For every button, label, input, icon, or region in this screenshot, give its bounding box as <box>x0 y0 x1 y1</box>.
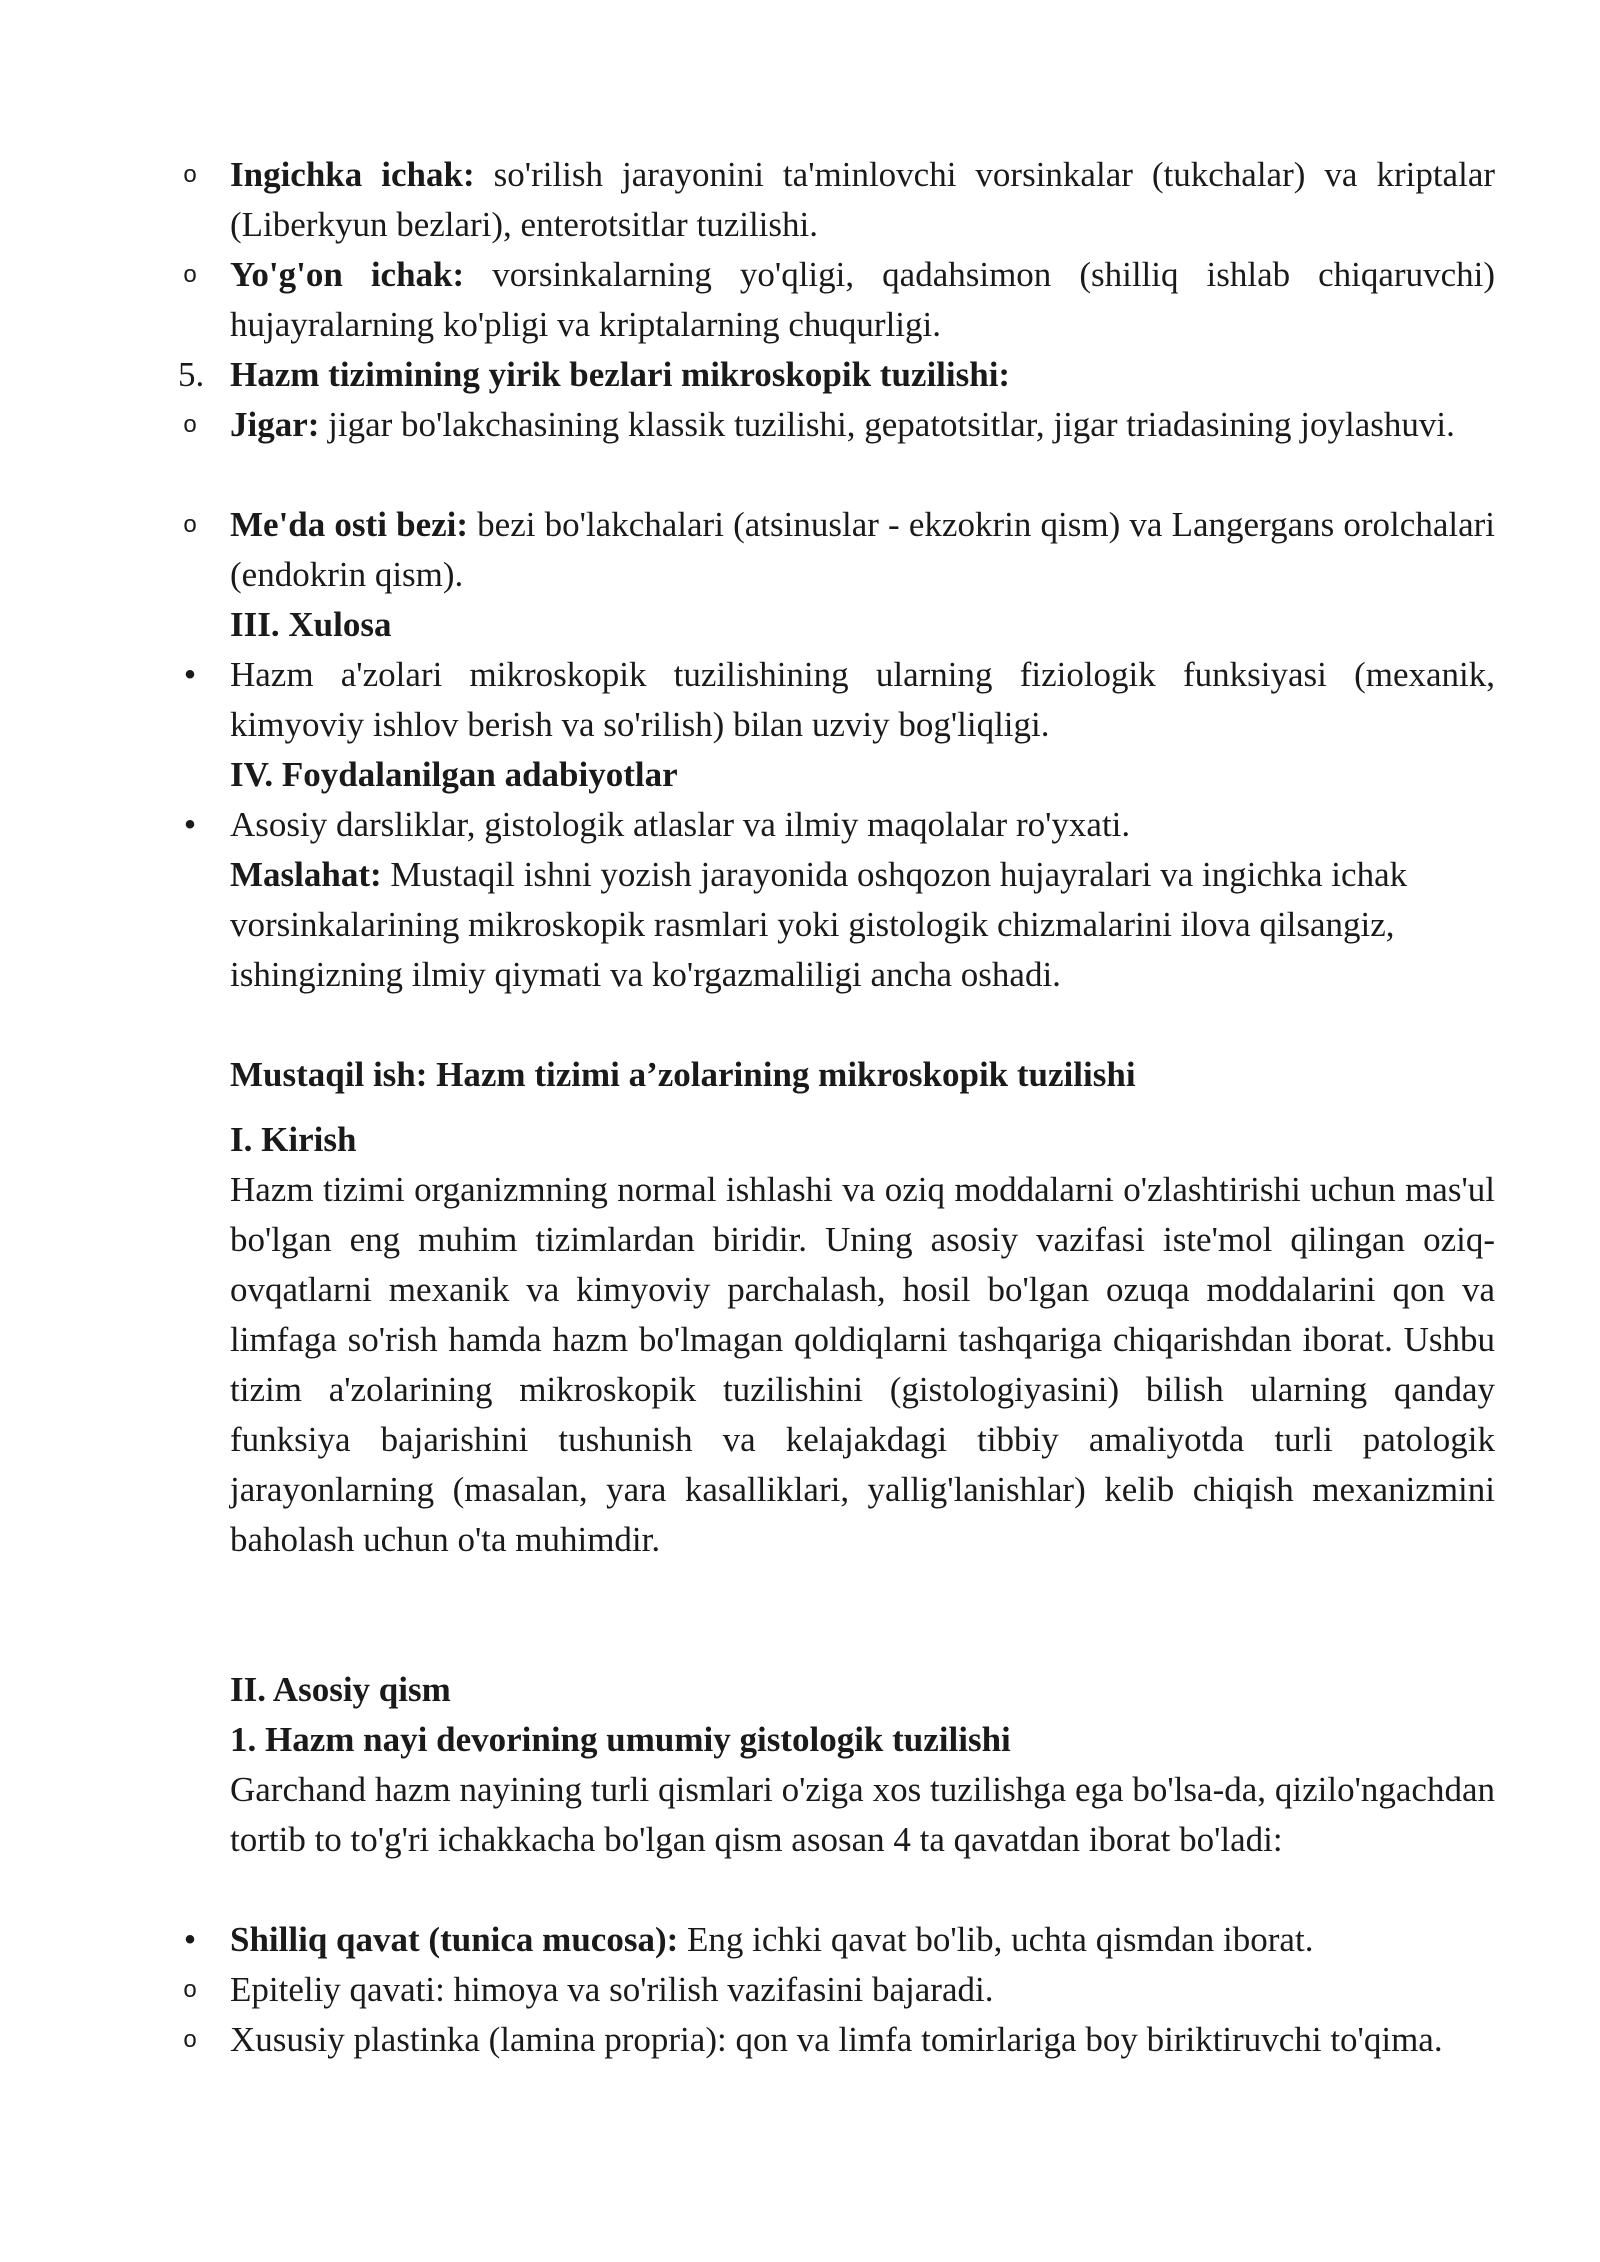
item-term: Jigar: <box>230 405 320 444</box>
item-term: Shilliq qavat (tunica mucosa): <box>230 1920 679 1959</box>
advice-text: Mustaqil ishni yozish jarayonida oshqozon hujayralari va ingichka ichak vorsinkalarining mikroskopik rasmlari yoki gistologik chizmalarini ilova qilsangiz, ishingizning ilmiy qiymati va ko'rgazmaliligi ancha oshadi. <box>230 855 1408 994</box>
main-heading: II. Asosiy qism <box>230 1670 451 1709</box>
sub-bullet-marker: o <box>183 2026 197 2053</box>
item-text: so'rilish jarayonini ta'minlovchi vorsinkalar (tukchalar) va kriptalar (Liberkyun bezlari), enterotsitlar tuzilishi. <box>230 155 1496 244</box>
list-item-epiteliy <box>230 1965 1495 2015</box>
list-item-yogon-ichak <box>230 250 1495 350</box>
intro-heading: I. Kirish <box>230 1120 357 1159</box>
sub-bullet-marker: o <box>183 161 197 188</box>
item-term: Ingichka ichak: <box>230 155 475 194</box>
advice-label: Maslahat: <box>230 855 382 894</box>
item-text: jigar bo'lakchasining klassik tuzilishi, gepatotsitlar, jigar triadasining joylashuvi. <box>319 405 1455 444</box>
item-text: Eng ichki qavat bo'lib, uchta qismdan iborat. <box>678 1920 1314 1959</box>
section-heading-xulosa: III. Xulosa <box>230 605 392 644</box>
item-text: Asosiy darsliklar, gistologik atlaslar va ilmiy maqolalar ro'yxati. <box>230 805 1131 844</box>
item-text: Epiteliy qavati: himoya va so'rilish vazifasini bajaradi. <box>230 1970 994 2009</box>
bullet-marker: • <box>184 808 196 841</box>
document-title: Mustaqil ish: Hazm tizimi a’zolarining mikroskopik tuzilishi <box>230 1055 1136 1094</box>
item-term: Hazm tizimining yirik bezlari mikroskopik tuzilishi: <box>230 355 1011 394</box>
sub-bullet-marker: o <box>183 1976 197 2003</box>
section1-paragraph: Garchand hazm nayining turli qismlari o'ziga xos tuzilishga ega bo'lsa-da, qizilo'ngachdan tortib to to'g'ri ichakkacha bo'lgan qism asosan 4 ta qavatdan iborat bo'ladi: <box>230 1770 1495 1859</box>
list-item-adabiyotlar <box>230 800 1495 850</box>
sub-bullet-marker: o <box>183 511 197 538</box>
list-item-meda-osti-bezi <box>230 500 1495 600</box>
bullet-marker: • <box>184 1923 196 1956</box>
sub-bullet-marker: o <box>183 411 197 438</box>
item-text: bezi bo'lakchalari (atsinuslar - ekzokrin qism) va Langergans orolchalari (endokrin qism). <box>230 505 1495 594</box>
section-heading-adabiyotlar: IV. Foydalanilgan adabiyotlar <box>230 755 678 794</box>
section1-heading: 1. Hazm nayi devorining umumiy gistologik tuzilishi <box>230 1720 1011 1759</box>
sub-bullet-marker: o <box>183 261 197 288</box>
item-term: Yo'g'on ichak: <box>230 255 465 294</box>
list-item-lamina-propria <box>230 2015 1495 2065</box>
item-text: Hazm a'zolari mikroskopik tuzilishining ularning fiziologik funksiyasi (mexanik, kimyoviy ishlov berish va so'rilish) bilan uzviy bog'liqligi. <box>230 655 1495 744</box>
list-number: 5. <box>178 355 205 394</box>
item-term: Me'da osti bezi: <box>230 505 469 544</box>
intro-paragraph: Hazm tizimi organizmning normal ishlashi va oziq moddalarni o'zlashtirishi uchun mas'ul bo'lgan eng muhim tizimlardan biridir. Uning asosiy vazifasi iste'mol qilingan oziq-ovqatlarni mexanik va kimyoviy parchalash, hosil bo'lgan ozuqa moddalarini qon va limfaga so'rish hamda hazm bo'lmagan qoldiqlarni tashqariga chiqarishdan iborat. Ushbu tizim a'zolarining mikroskopik tuzilishini (gistologiyasini) bilish ularning qanday funksiya bajarishini tushunish va kelajakdagi tibbiy amaliyotda turli patologik jarayonlarning (masalan, yara kasalliklari, yallig'lanishlar) kelib chiqish mexanizmini baholash uchun o'ta muhimdir. <box>230 1170 1495 1559</box>
advice-paragraph <box>230 850 1495 1000</box>
list-item-shilliq-qavat <box>230 1915 1495 1965</box>
item-text: vorsinkalarning yo'qligi, qadahsimon (shilliq ishlab chiqaruvchi) hujayralarning ko'pligi va kriptalarning chuqurligi. <box>230 255 1495 344</box>
item-text: Xususiy plastinka (lamina propria): qon va limfa tomirlariga boy biriktiruvchi to'qima. <box>230 2020 1443 2059</box>
bullet-marker: • <box>184 658 196 691</box>
list-item-xulosa <box>230 650 1495 750</box>
list-item-jigar <box>230 400 1495 450</box>
numbered-heading-5 <box>230 350 1495 400</box>
list-item-ingichka-ichak <box>230 150 1495 250</box>
